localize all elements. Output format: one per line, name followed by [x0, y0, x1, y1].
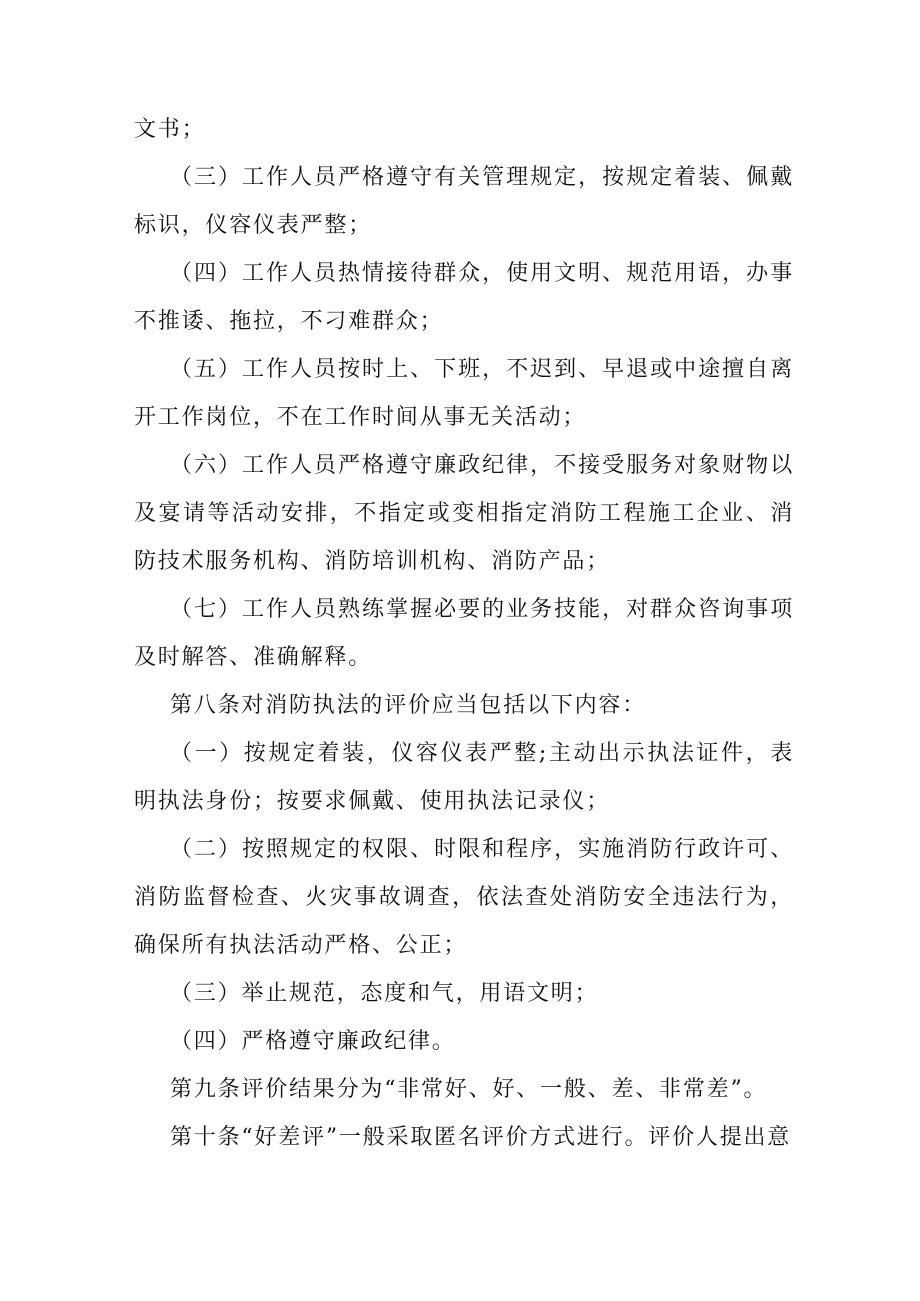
article-8-item-2: （二）按照规定的权限、时限和程序，实施消防行政许可、消防监督检查、火灾事故调查，依法查处消防安全违法行为，确保所有执法活动严格、公正； [134, 837, 794, 958]
article-8-item-1: （一）按规定着装，仪容仪表严整;主动出示执法证件，表明执法身份；按要求佩戴、使用执法记录仪； [134, 741, 794, 814]
paragraph-item-7: （七）工作人员熟练掌握必要的业务技能，对群众咨询事项及时解答、准确解释。 [134, 597, 794, 670]
paragraph-item-4: （四）工作人员热情接待群众，使用文明、规范用语，办事不推诿、拖拉，不刁难群众； [134, 261, 794, 334]
article-10: 第十条“好差评”一般采取匿名评价方式进行。评价人提出意 [170, 1125, 792, 1150]
paragraph-continuation: 文书； [134, 117, 206, 142]
article-8-item-4: （四）严格遵守廉政纪律。 [170, 1029, 456, 1054]
paragraph-item-5: （五）工作人员按时上、下班，不迟到、早退或中途擅自离开工作岗位，不在工作时间从事无关活动； [134, 357, 794, 430]
article-8-item-3: （三）举止规范，态度和气，用语文明； [170, 981, 599, 1006]
paragraph-item-6: （六）工作人员严格遵守廉政纪律，不接受服务对象财物以及宴请等活动安排，不指定或变相指定消防工程施工企业、消防技术服务机构、消防培训机构、消防产品； [134, 453, 794, 574]
document-body [134, 106, 794, 1162]
paragraph-item-3: （三）工作人员严格遵守有关管理规定，按规定着装、佩戴标识，仪容仪表严整； [134, 165, 794, 238]
article-8: 第八条对消防执法的评价应当包括以下内容： [170, 693, 647, 718]
article-9: 第九条评价结果分为“非常好、好、一般、差、非常差”。 [170, 1077, 768, 1102]
